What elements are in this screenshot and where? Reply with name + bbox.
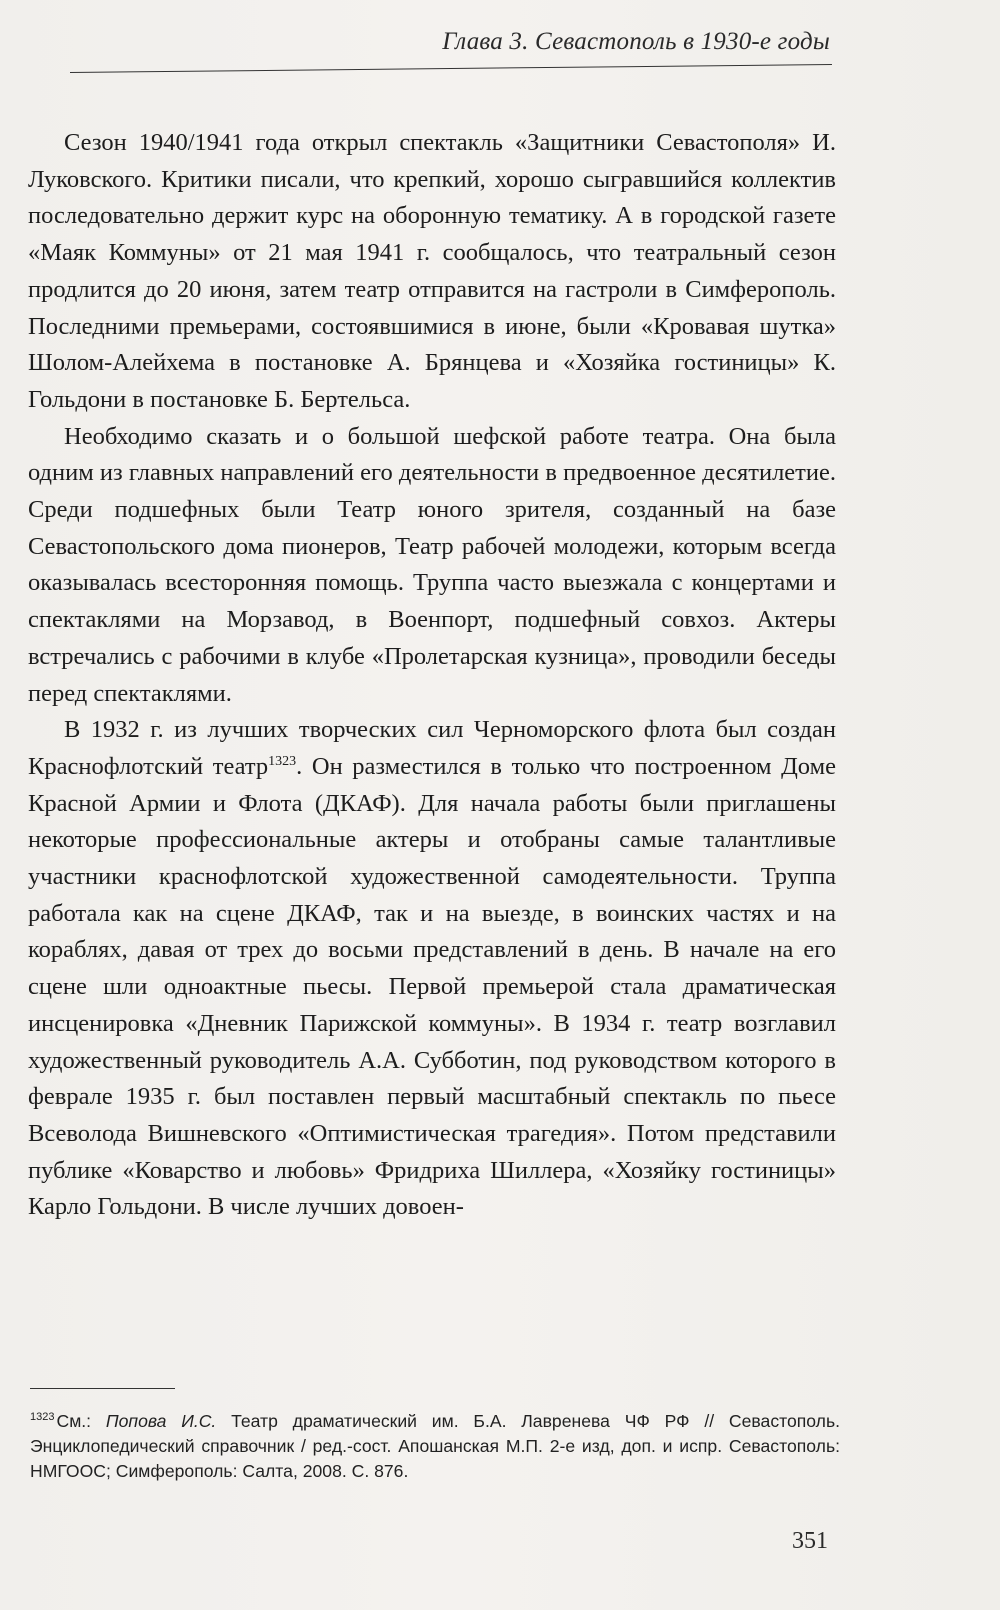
header-rule <box>70 64 832 73</box>
footnote-text: Театр драматический им. Б.А. Лавренева ЧФ РФ // Севастополь. Энциклопедический справочник / ред.-сост. Апошанская М.П. 2-е изд, доп. и испр. Севастополь: НМГООС; Симферополь: Салта, 2008. С. 876. <box>30 1410 841 1481</box>
paragraph-3-part-2: . Он разместился в только что построенном Доме Красной Армии и Флота (ДКАФ). Для начала работы были приглашены некоторые профессиональные актеры и отобраны самые талантливые участники краснофлотской художественной самодеятельности. Труппа работала как на сцене ДКАФ, так и на выезде, в воинских частях и на кораблях, давая от трех до восьми представлений в день. В начале на его сцене шли одноактные пьесы. Первой премьерой стала драматическая инсценировка «Дневник Парижской коммуны». В 1934 г. театр возглавил художественный руководитель А.А. Субботин, под руководством которого в феврале 1935 г. был поставлен первый масштабный спектакль по пьесе Всеволода Вишневского «Оптимистическая трагедия». Потом представили публике «Коварство и любовь» Фридриха Шиллера, «Хозяйку гостиницы» Карло Гольдони. В числе лучших довоен- <box>28 752 836 1221</box>
paragraph-3-part-1: В 1932 г. из лучших творческих сил Черноморского флота был создан Краснофлотский театр <box>28 716 836 780</box>
page-number: 351 <box>792 1528 828 1554</box>
footnote-author: Попова И.С. <box>105 1410 217 1431</box>
footnote-reference[interactable]: 1323 <box>268 753 297 769</box>
running-head: Глава 3. Севастополь в 1930-е годы <box>442 28 830 55</box>
paragraph-3 <box>28 712 836 1226</box>
footnote-number: 1323 <box>30 1411 55 1423</box>
footnote <box>30 1405 840 1484</box>
paragraph-1: Сезон 1940/1941 года открыл спектакль «Защитники Севастополя» И. Луковского. Критики писали, что крепкий, хорошо сыгравшийся коллектив последовательно держит курс на оборонную тематику. А в городской газете «Маяк Коммуны» от 21 мая 1941 г. сообщалось, что театральный сезон продлится до 20 июня, затем театр отправится на гастроли в Симферополь. Последними премьерами, состоявшимися в июне, были «Кровавая шутка» Шолом-Алейхема в постановке А. Брянцева и «Хозяйка гостиницы» К. Гольдони в постановке Б. Бертельса. <box>28 129 836 413</box>
footnote-rule <box>30 1388 175 1389</box>
paragraph-2: Необходимо сказать и о большой шефской работе театра. Она была одним из главных направлений его деятельности в предвоенное десятилетие. Среди подшефных были Театр юного зрителя, созданный на базе Севастопольского дома пионеров, Театр рабочей молодежи, которым всегда оказывалась всесторонняя помощь. Труппа часто выезжала с концертами и спектаклями на Морзавод, в Военпорт, подшефный совхоз. Актеры встречались с рабочими в клубе «Пролетарская кузница», проводили беседы перед спектаклями. <box>28 422 836 707</box>
main-text <box>28 125 836 1226</box>
footnote-prefix: См.: <box>56 1410 106 1431</box>
